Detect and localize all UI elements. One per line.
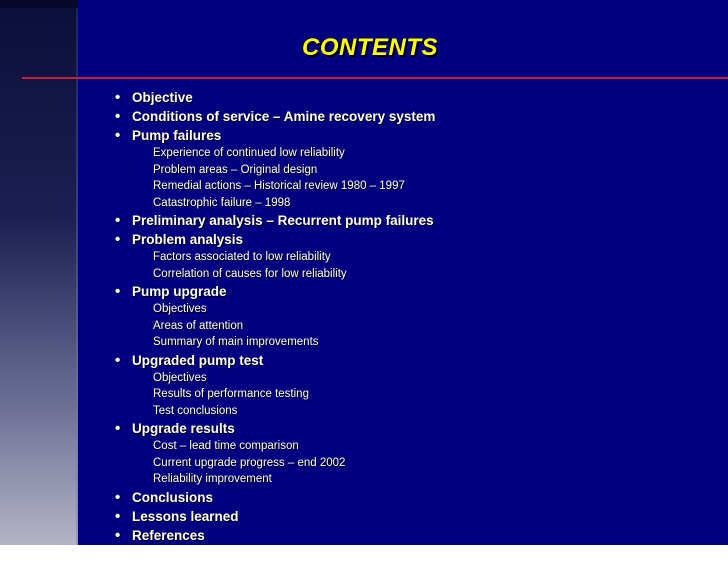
contents-subitem: Cost – lead time comparison bbox=[153, 440, 299, 452]
bullet-icon: • bbox=[115, 283, 121, 300]
contents-item bbox=[115, 488, 715, 507]
contents-item-label: References bbox=[132, 527, 205, 543]
contents-item-label: Objective bbox=[132, 90, 193, 105]
contents-item bbox=[115, 282, 715, 301]
contents-item bbox=[115, 126, 715, 145]
side-gradient-bar bbox=[0, 0, 78, 545]
bullet-icon: • bbox=[115, 420, 121, 437]
slide-title: CONTENTS bbox=[302, 34, 438, 61]
contents-item bbox=[115, 419, 715, 438]
contents-item-label: Lessons learned bbox=[132, 508, 239, 524]
contents-subitem: Correlation of causes for low reliability bbox=[153, 267, 347, 280]
contents-subitem: Remedial actions – Historical review 1980 – 1997 bbox=[153, 180, 405, 192]
bullet-icon: • bbox=[115, 127, 121, 144]
contents-item bbox=[115, 526, 715, 545]
top-dark-strip bbox=[0, 0, 78, 8]
contents-subitem: Test conclusions bbox=[153, 404, 238, 417]
contents-item bbox=[115, 507, 715, 526]
contents-subitem: Objectives bbox=[153, 303, 207, 315]
bullet-icon: • bbox=[115, 526, 121, 544]
contents-item bbox=[115, 211, 715, 230]
contents-subitem: Problem areas – Original design bbox=[153, 163, 318, 176]
bullet-icon: • bbox=[115, 89, 121, 106]
contents-subitem: Reliability improvement bbox=[153, 473, 272, 485]
contents-subitem: Current upgrade progress – end 2002 bbox=[153, 456, 346, 469]
contents-item bbox=[115, 230, 715, 249]
contents-item bbox=[115, 351, 715, 370]
contents-list bbox=[115, 88, 715, 545]
contents-subitem: Factors associated to low reliability bbox=[153, 251, 331, 263]
contents-item-label: Conditions of service – Amine recovery system bbox=[132, 109, 436, 124]
bullet-icon: • bbox=[115, 507, 121, 525]
contents-item-label: Preliminary analysis – Recurrent pump failures bbox=[132, 213, 434, 228]
contents-item-label: Upgraded pump test bbox=[132, 352, 264, 368]
contents-item-label: Conclusions bbox=[132, 489, 214, 505]
title-divider bbox=[22, 77, 728, 79]
contents-item bbox=[115, 107, 715, 126]
side-bar-edge bbox=[76, 0, 78, 545]
bullet-icon: • bbox=[115, 108, 121, 125]
contents-item-label: Pump failures bbox=[132, 128, 222, 143]
contents-subitem: Catastrophic failure – 1998 bbox=[153, 196, 291, 209]
contents-item-label: Upgrade results bbox=[132, 421, 235, 436]
bullet-icon: • bbox=[115, 231, 121, 248]
contents-subitem: Objectives bbox=[153, 371, 207, 384]
contents-item bbox=[115, 88, 715, 107]
contents-subitem: Summary of main improvements bbox=[153, 336, 319, 348]
bullet-icon: • bbox=[115, 488, 121, 506]
bullet-icon: • bbox=[115, 351, 121, 369]
contents-subitem: Results of performance testing bbox=[153, 388, 309, 400]
contents-item-label: Pump upgrade bbox=[132, 284, 227, 299]
contents-item-label: Problem analysis bbox=[132, 232, 244, 247]
contents-subitem: Experience of continued low reliability bbox=[153, 147, 345, 159]
contents-subitem: Areas of attention bbox=[153, 319, 244, 332]
bullet-icon: • bbox=[115, 212, 121, 229]
